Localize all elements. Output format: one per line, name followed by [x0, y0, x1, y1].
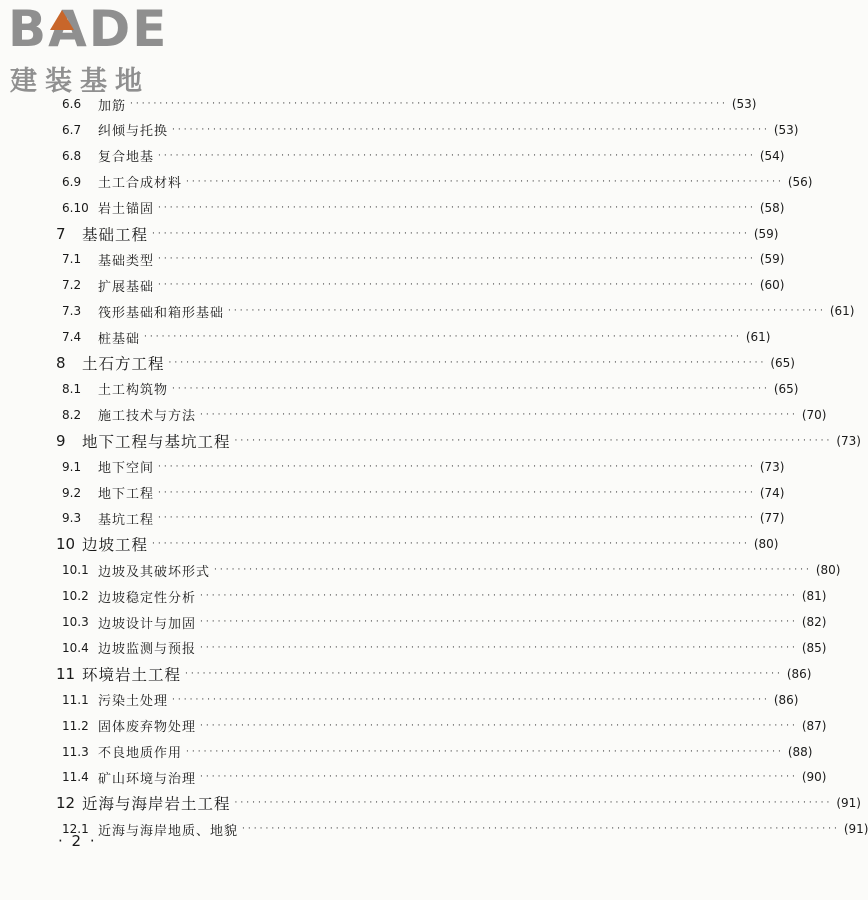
logo-subtitle: 建装基地: [10, 66, 150, 97]
toc-entry-title: 环境岩土工程: [82, 665, 182, 684]
toc-dot-leader: ······································································································: [234, 798, 833, 809]
toc-entry-page: (53): [773, 122, 799, 137]
brand-logo: [8, 0, 188, 97]
toc-entry-page: (70): [801, 407, 827, 422]
toc-entry-page: (82): [801, 615, 827, 629]
toc-dot-leader: ······································································································: [200, 617, 798, 627]
page-number: · 2 ·: [58, 832, 97, 850]
toc-entry-page: (87): [801, 718, 827, 733]
toc-entry-number: 11.3: [62, 744, 89, 759]
toc-entry-page: (73): [759, 459, 785, 474]
toc-dot-leader: ······································································································: [158, 254, 756, 265]
toc-entry-title: 基坑工程: [98, 512, 155, 528]
toc-entry-page: (60): [759, 278, 785, 293]
toc-entry-title: 基础类型: [98, 253, 155, 269]
toc-dot-leader: ······································································································: [172, 124, 770, 135]
toc-entry-title: 土工构筑物: [98, 383, 169, 399]
toc-entry-title: 固体废弃物处理: [98, 720, 197, 736]
toc-section-entry[interactable]: [62, 740, 813, 764]
toc-entry-page: (80): [815, 563, 841, 578]
toc-entry-page: (56): [787, 174, 813, 189]
toc-entry-number: 6.6: [62, 97, 82, 111]
toc-entry-title: 近海与海岸岩土工程: [82, 795, 231, 814]
toc-entry-number: 6.10: [62, 200, 89, 215]
toc-dot-leader: ······································································································: [200, 591, 798, 602]
toc-entry-title: 筏形基础和箱形基础: [98, 305, 225, 321]
toc-dot-leader: ······································································································: [158, 280, 756, 291]
toc-chapter-entry[interactable]: [56, 351, 795, 375]
toc-section-entry[interactable]: [62, 325, 771, 349]
toc-entry-title: 复合地基: [98, 150, 155, 166]
toc-entry-title: 边坡设计与加固: [98, 616, 197, 632]
toc-entry-number: 7.3: [62, 304, 82, 319]
toc-dot-leader: ······································································································: [158, 487, 756, 498]
toc-entry-number: 12.1: [62, 822, 89, 837]
toc-section-entry[interactable]: [62, 196, 785, 220]
toc-entry-title: 边坡监测与预报: [98, 642, 197, 658]
toc-entry-title: 边坡工程: [82, 536, 149, 555]
toc-section-entry[interactable]: [62, 118, 799, 142]
toc-dot-leader: ······································································································: [152, 228, 750, 239]
toc-entry-title: 地下工程: [98, 487, 155, 502]
toc-entry-page: (59): [759, 252, 785, 267]
toc-chapter-entry[interactable]: [56, 532, 779, 556]
toc-entry-page: (88): [787, 744, 813, 759]
toc-dot-leader: ······································································································: [185, 668, 783, 679]
toc-entry-title: 矿山环境与治理: [98, 771, 197, 787]
toc-entry-number: 7: [56, 224, 66, 243]
toc-dot-leader: ······································································································: [234, 435, 833, 446]
toc-entry-title: 污染土处理: [98, 694, 169, 710]
toc-section-entry[interactable]: [62, 144, 785, 168]
toc-dot-leader: ······································································································: [144, 332, 742, 343]
toc-chapter-entry[interactable]: [56, 662, 812, 686]
toc-entry-page: (86): [786, 666, 812, 681]
toc-entry-number: 11: [56, 664, 76, 683]
toc-entry-title: 不良地质作用: [98, 746, 183, 761]
toc-entry-number: 11.1: [62, 692, 89, 707]
toc-section-entry[interactable]: [62, 403, 827, 427]
toc-entry-number: 6.8: [62, 148, 82, 163]
toc-section-entry[interactable]: [62, 377, 799, 401]
toc-section-entry[interactable]: [62, 247, 785, 271]
toc-dot-leader: ······································································································: [200, 720, 798, 731]
toc-entry-page: (61): [745, 330, 771, 345]
toc-section-entry[interactable]: [62, 273, 785, 297]
toc-entry-number: 8.1: [62, 381, 82, 396]
toc-dot-leader: ······································································································: [168, 358, 767, 368]
toc-entry-number: 10.3: [62, 615, 89, 629]
toc-entry-title: 纠倾与托换: [98, 124, 169, 140]
logo-wordmark: BADE: [8, 0, 169, 58]
toc-chapter-entry[interactable]: [56, 429, 861, 453]
toc-dot-leader: ······································································································: [186, 176, 784, 187]
logo-accent-triangle-icon: [50, 10, 74, 30]
toc-dot-leader: ······································································································: [172, 694, 770, 705]
toc-chapter-entry[interactable]: [56, 791, 861, 815]
toc-dot-leader: ······································································································: [158, 150, 756, 161]
toc-entry-page: (59): [753, 226, 779, 241]
toc-entry-title: 近海与海岸地质、地貌: [98, 823, 239, 839]
toc-section-entry[interactable]: [62, 610, 827, 634]
toc-section-entry[interactable]: [62, 584, 827, 608]
toc-entry-page: (91): [836, 796, 861, 811]
toc-entry-title: 基础工程: [82, 225, 149, 244]
toc-entry-page: (65): [770, 356, 795, 370]
toc-section-entry[interactable]: [62, 714, 827, 738]
toc-section-entry[interactable]: [62, 765, 827, 789]
toc-entry-title: 扩展基础: [98, 279, 155, 295]
toc-entry-page: (58): [759, 200, 785, 215]
toc-entry-number: 10.1: [62, 563, 89, 578]
toc-dot-leader: ······································································································: [172, 383, 770, 394]
toc-entry-number: 7.4: [62, 330, 82, 345]
toc-entry-number: 10.2: [62, 589, 89, 604]
toc-entry-number: 12: [56, 794, 76, 813]
toc-entry-title: 地下工程与基坑工程: [82, 432, 231, 451]
toc-entry-page: (81): [801, 589, 827, 604]
toc-entry-page: (53): [731, 97, 757, 111]
toc-entry-title: 土工合成材料: [98, 176, 183, 192]
toc-entry-page: (61): [829, 304, 855, 319]
toc-entry-number: 10.4: [62, 640, 89, 655]
toc-entry-title: 土石方工程: [82, 355, 165, 373]
toc-section-entry[interactable]: [62, 558, 841, 582]
toc-dot-leader: ······································································································: [186, 746, 784, 757]
toc-dot-leader: ······································································································: [152, 539, 750, 550]
toc-entry-number: 8.2: [62, 407, 82, 422]
toc-section-entry[interactable]: [62, 170, 813, 194]
toc-entry-page: (73): [836, 433, 861, 448]
toc-dot-leader: ······································································································: [158, 202, 756, 213]
toc-entry-title: 边坡稳定性分析: [98, 590, 197, 606]
toc-entry-number: 11.2: [62, 718, 89, 733]
toc-entry-number: 7.1: [62, 252, 82, 267]
toc-entry-number: 8: [56, 354, 66, 372]
toc-entry-page: (74): [759, 485, 785, 500]
toc-section-entry[interactable]: [62, 455, 785, 479]
toc-entry-number: 6.9: [62, 174, 82, 189]
toc-section-entry[interactable]: [62, 636, 827, 660]
toc-entry-number: 9: [56, 431, 66, 450]
toc-section-entry[interactable]: [62, 299, 855, 323]
toc-dot-leader: ······································································································: [158, 461, 756, 472]
toc-section-entry[interactable]: [62, 817, 868, 841]
toc-entry-page: (91): [843, 822, 868, 837]
toc-entry-page: (85): [801, 640, 827, 655]
toc-entry-page: (86): [773, 692, 799, 707]
toc-dot-leader: ······································································································: [158, 513, 756, 524]
toc-entry-title: 地下空间: [98, 461, 155, 477]
toc-entry-page: (80): [753, 537, 779, 552]
toc-entry-number: 6.7: [62, 122, 82, 137]
toc-entry-page: (54): [759, 148, 785, 163]
toc-dot-leader: ······································································································: [200, 409, 798, 420]
toc-entry-title: 边坡及其破坏形式: [98, 564, 211, 580]
toc-entry-number: 9.2: [62, 485, 82, 500]
toc-section-entry[interactable]: [62, 506, 785, 530]
toc-dot-leader: ······································································································: [200, 642, 798, 653]
toc-chapter-entry[interactable]: [56, 222, 779, 246]
toc-section-entry[interactable]: [62, 481, 785, 505]
toc-entry-number: 10: [56, 535, 76, 554]
toc-entry-title: 加筋: [98, 98, 127, 114]
toc-entry-page: (90): [801, 770, 827, 785]
toc-entry-title: 施工技术与方法: [98, 409, 197, 425]
toc-entry-number: 7.2: [62, 278, 82, 293]
toc-entry-number: 11.4: [62, 770, 89, 785]
toc-section-entry[interactable]: [62, 92, 757, 116]
toc-dot-leader: ······································································································: [130, 99, 728, 109]
toc-entry-number: 9.3: [62, 511, 82, 526]
toc-entry-number: 9.1: [62, 459, 82, 474]
toc-dot-leader: ······································································································: [200, 772, 798, 783]
toc-entry-page: (77): [759, 511, 785, 526]
toc-dot-leader: ······································································································: [242, 824, 840, 835]
toc-entry-page: (65): [773, 381, 799, 396]
toc-section-entry[interactable]: [62, 688, 799, 712]
toc-entry-title: 岩土锚固: [98, 202, 155, 218]
toc-dot-leader: ······································································································: [228, 306, 826, 317]
toc-entry-title: 桩基础: [98, 331, 141, 347]
toc-dot-leader: ······································································································: [214, 565, 812, 576]
